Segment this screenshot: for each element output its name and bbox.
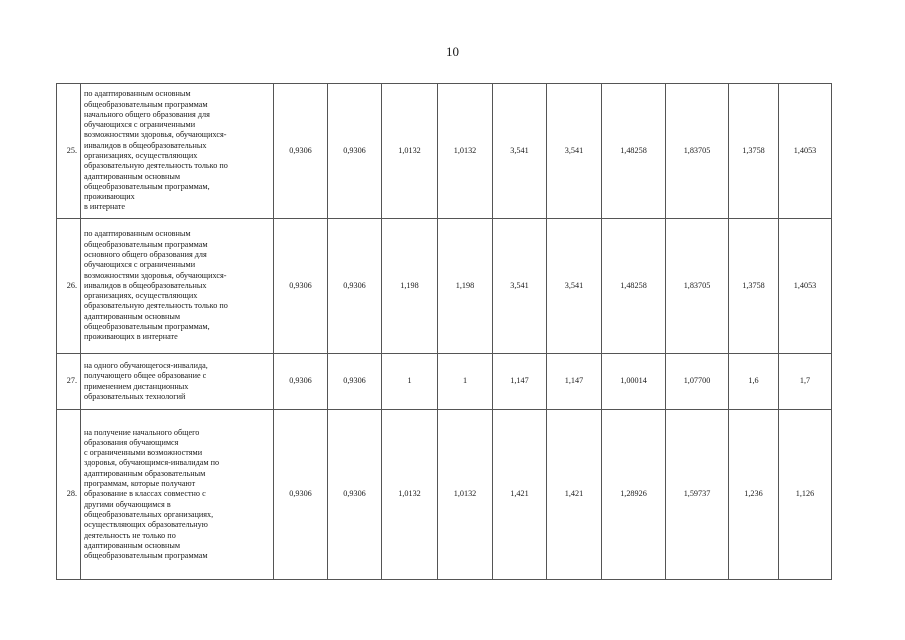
value-cell: 1,0132 <box>382 84 438 219</box>
value-cell: 1 <box>382 354 438 410</box>
value-cell: 1,28926 <box>602 410 666 580</box>
row-description <box>81 84 274 219</box>
value-cell: 1 <box>438 354 493 410</box>
row-description <box>81 219 274 354</box>
value-cell: 0,9306 <box>274 354 328 410</box>
value-cell: 1,3758 <box>729 219 779 354</box>
row-description-text: по адаптированным основным общеобразовательным программам основного общего образования для обучающихся с ограниченными возможностями здоровья, обучающихся- инвалидов в общеобразовательных организациях, осуществляющих образовательную деятельность только по адаптированным основным общеобразовательным программам, проживающих в интернате <box>84 229 228 342</box>
value-cell: 1,198 <box>382 219 438 354</box>
row-description <box>81 354 274 410</box>
table-row <box>57 410 832 580</box>
value-cell: 1,4053 <box>779 84 832 219</box>
value-cell: 3,541 <box>547 219 602 354</box>
value-cell: 1,48258 <box>602 219 666 354</box>
value-cell: 1,3758 <box>729 84 779 219</box>
value-cell: 1,7 <box>779 354 832 410</box>
value-cell: 1,421 <box>547 410 602 580</box>
table-row <box>57 84 832 219</box>
coefficients-table <box>56 83 832 580</box>
value-cell: 0,9306 <box>328 410 382 580</box>
row-description-text: на одного обучающегося-инвалида, получающего общее образование с применением дистанционных образовательных технологий <box>84 360 208 401</box>
value-cell: 1,421 <box>493 410 547 580</box>
value-cell: 0,9306 <box>274 219 328 354</box>
value-cell: 1,83705 <box>666 219 729 354</box>
row-description-text: по адаптированным основным общеобразовательным программам начального общего образования для обучающихся с ограниченными возможностями здоровья, обучающихся- инвалидов в общеобразовательных организациях, осуществляющих образовательную деятельность только по адаптированным основным общеобразовательным программам, проживающих в интернате <box>84 89 228 212</box>
table-row <box>57 219 832 354</box>
value-cell: 1,83705 <box>666 84 729 219</box>
value-cell: 1,07700 <box>666 354 729 410</box>
value-cell: 0,9306 <box>328 354 382 410</box>
row-index: 28. <box>57 410 81 580</box>
value-cell: 1,48258 <box>602 84 666 219</box>
value-cell: 1,236 <box>729 410 779 580</box>
value-cell: 1,4053 <box>779 219 832 354</box>
value-cell: 0,9306 <box>274 84 328 219</box>
value-cell: 1,6 <box>729 354 779 410</box>
value-cell: 1,0132 <box>438 84 493 219</box>
row-index: 26. <box>57 219 81 354</box>
row-description-text: на получение начального общего образования обучающимся с ограниченными возможностями здоровья, обучающимся-инвалидам по адаптированным образовательным программам, которые получают образование в классах совместно с другими обучающимся в общеобразовательных организациях, осуществляющих образовательную деятельность не только по адаптированным основным общеобразовательным программам <box>84 427 220 561</box>
value-cell: 1,59737 <box>666 410 729 580</box>
row-index: 25. <box>57 84 81 219</box>
table-row <box>57 354 832 410</box>
value-cell: 1,0132 <box>382 410 438 580</box>
value-cell: 3,541 <box>493 84 547 219</box>
value-cell: 1,00014 <box>602 354 666 410</box>
value-cell: 1,126 <box>779 410 832 580</box>
value-cell: 0,9306 <box>274 410 328 580</box>
value-cell: 3,541 <box>493 219 547 354</box>
value-cell: 1,147 <box>493 354 547 410</box>
value-cell: 0,9306 <box>328 219 382 354</box>
value-cell: 1,198 <box>438 219 493 354</box>
value-cell: 0,9306 <box>328 84 382 219</box>
value-cell: 1,147 <box>547 354 602 410</box>
value-cell: 3,541 <box>547 84 602 219</box>
value-cell: 1,0132 <box>438 410 493 580</box>
row-index: 27. <box>57 354 81 410</box>
row-description <box>81 410 274 580</box>
page-number: 10 <box>446 44 459 59</box>
